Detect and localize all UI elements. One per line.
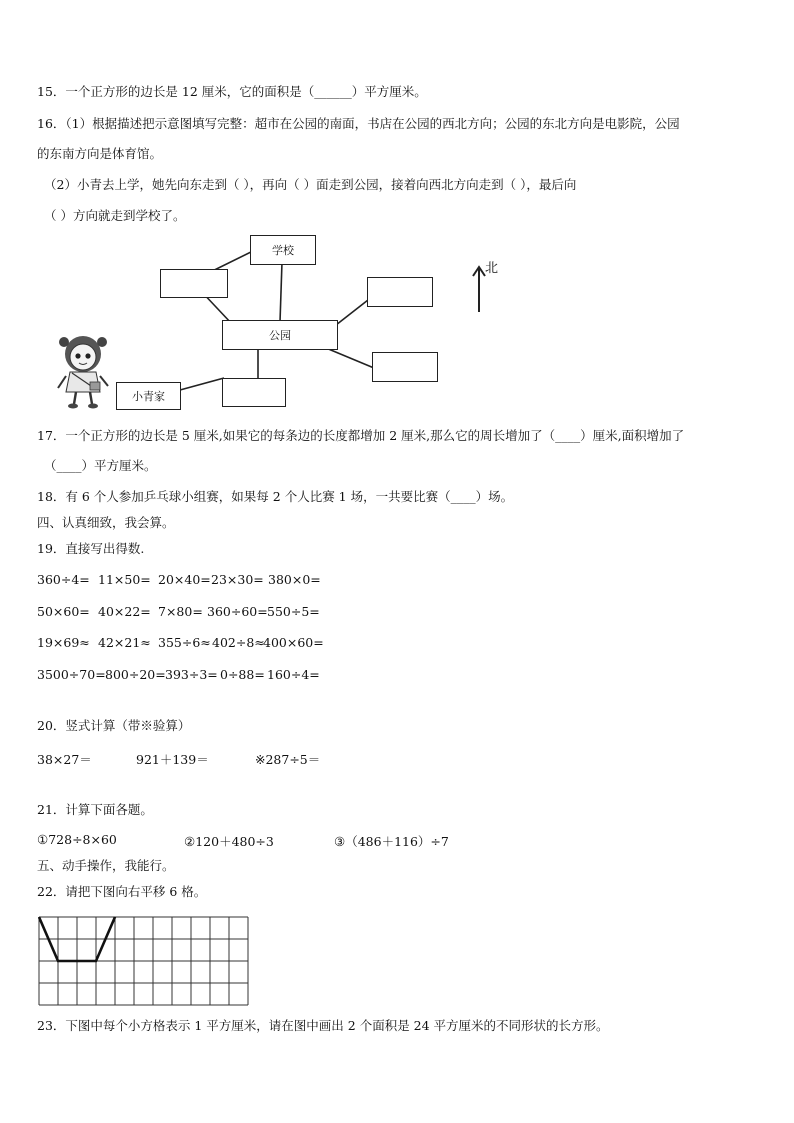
question-17-line2: （____）平方厘米。: [44, 458, 157, 473]
question-18: 18．有 6 个人参加乒乓球小组赛，如果每 2 个人比赛 1 场，一共要比赛（____）场。: [37, 489, 514, 504]
question-16-part1-line1: 16．（1）根据描述把示意图填写完整：超市在公园的南面，书店在公园的西北方向；公园的东北方向是电影院，公园: [37, 116, 680, 131]
calc-item: 355÷6≈: [158, 635, 211, 650]
cinema-blank-box[interactable]: [367, 277, 433, 307]
bookstore-blank-box[interactable]: [160, 269, 228, 298]
park-label: 公园: [269, 329, 291, 342]
question-16-part2-line1: （2）小青去上学，她先向东走到（ ），再向（ ）面走到公园，接着向西北方向走到（ ），最后向: [44, 177, 577, 192]
park-box: [222, 320, 338, 350]
question-19-title: 19．直接写出得数.: [37, 541, 145, 556]
calc-item: 160÷4=: [267, 667, 320, 682]
calc-item: 42×21≈: [98, 635, 151, 650]
school-box: [250, 235, 316, 265]
calc-item: 400×60=: [263, 635, 324, 650]
question-23: 23．下图中每个小方格表示 1 平方厘米，请在图中画出 2 个面积是 24 平方厘米的不同形状的长方形。: [37, 1018, 609, 1033]
calc-item: 402÷8≈: [212, 635, 265, 650]
question-17-line1: 17．一个正方形的边长是 5 厘米,如果它的每条边的长度都增加 2 厘米,那么它的周长增加了（____）厘米,面积增加了: [37, 428, 685, 443]
calc-item: 7×80=: [158, 604, 203, 619]
calc-item: 19×69≈: [37, 635, 90, 650]
question-16-part1-line2: 的东南方向是体育馆。: [37, 146, 163, 161]
girl-cartoon-icon: [50, 330, 116, 410]
home-label: 小青家: [132, 390, 165, 403]
calc-item: 550÷5=: [267, 604, 320, 619]
question-21-title: 21．计算下面各题。: [37, 802, 153, 817]
calc-item: 800÷20=: [105, 667, 166, 682]
section-4-heading: 四、认真细致，我会算。: [37, 515, 175, 530]
north-label: 北: [485, 261, 499, 276]
calc-item: 20×40=: [158, 572, 211, 587]
calc-item: 360÷60=: [207, 604, 268, 619]
calc-item: 40×22=: [98, 604, 151, 619]
section-5-heading: 五、动手操作，我能行。: [37, 858, 175, 873]
question-20-title: 20．竖式计算（带※验算）: [37, 718, 191, 733]
school-label: 学校: [272, 244, 294, 257]
translation-grid[interactable]: [38, 916, 252, 1008]
calc-item: 23×30=: [211, 572, 264, 587]
calc-item: 3500÷70=: [37, 667, 106, 682]
calc-item: ①728÷8×60: [37, 832, 117, 847]
question-22-title: 22．请把下图向右平移 6 格。: [37, 884, 207, 899]
vertical-calc-item: ※287÷5＝: [255, 752, 321, 767]
question-15: 15．一个正方形的边长是 12 厘米，它的面积是（______）平方厘米。: [37, 84, 427, 99]
question-16-part2-line2: （ ）方向就走到学校了。: [44, 208, 186, 223]
calc-item: 393÷3=: [165, 667, 218, 682]
calc-item: 360÷4=: [37, 572, 90, 587]
supermarket-blank-box[interactable]: [222, 378, 286, 407]
calc-item: 0÷88=: [220, 667, 265, 682]
vertical-calc-item: 921＋139＝: [136, 752, 209, 767]
calc-item: 380×0=: [268, 572, 321, 587]
calc-item: 50×60=: [37, 604, 90, 619]
calc-item: 11×50=: [98, 572, 151, 587]
home-box: [116, 382, 181, 410]
calc-item: ③（486＋116）÷7: [334, 834, 449, 849]
vertical-calc-item: 38×27＝: [37, 752, 92, 767]
calc-item: ②120＋480÷3: [184, 834, 274, 849]
stadium-blank-box[interactable]: [372, 352, 438, 382]
